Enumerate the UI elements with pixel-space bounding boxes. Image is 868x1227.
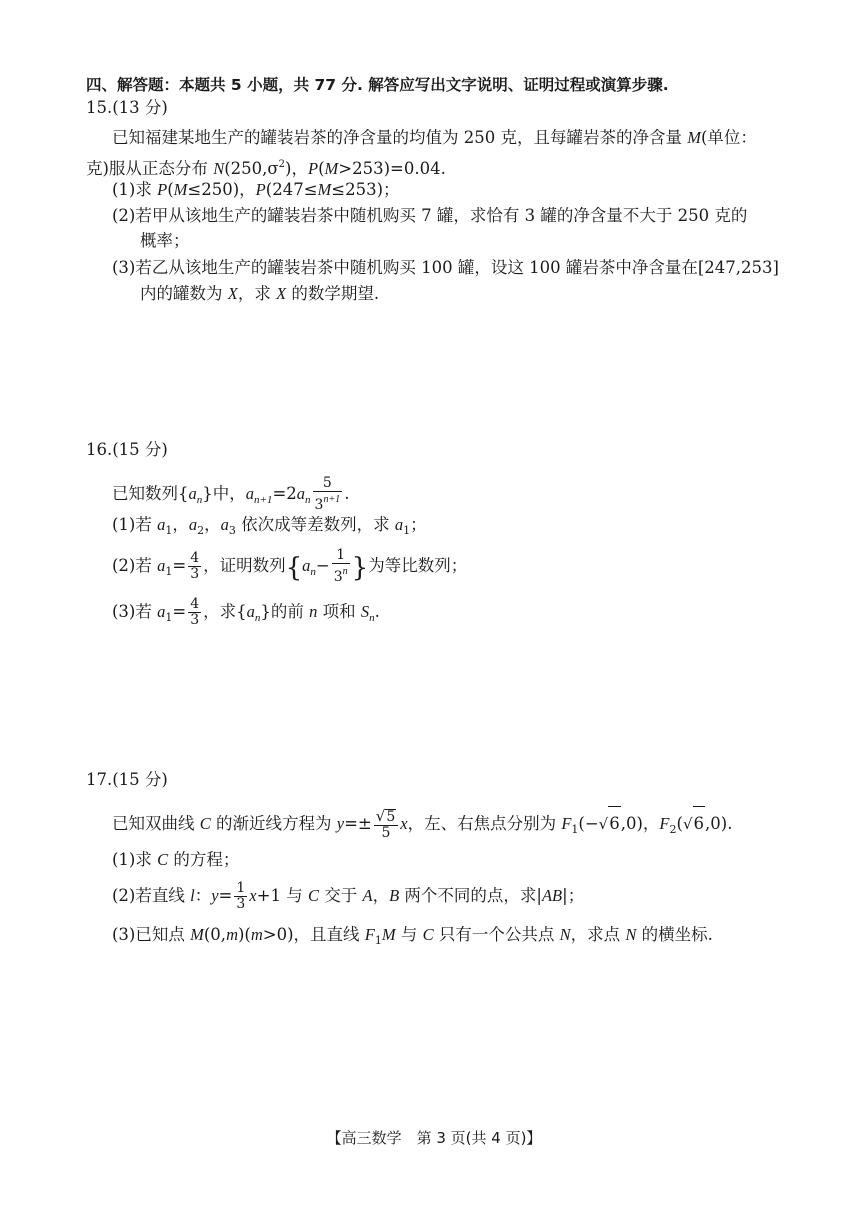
q16-intro: 已知数列$\{a_n\}$中，$a_{n+1}=2a_n$ $\frac{5}{3^{n+1}}$ . — [112, 475, 350, 513]
q16-part2: (2)若 $a_1=$ $\frac{4}{3}$ ，证明数列{$a_n-$ $\frac{1}{3^n}$ }为等比数列； — [112, 547, 468, 585]
q15-part3-line1: (3)若乙从该地生产的罐装岩茶中随机购买 100 罐，设这 100 罐岩茶中净含量在[247,253] — [112, 258, 779, 277]
q16-number: 16.(15 分) — [86, 440, 168, 459]
q17-part1: (1)求 C 的方程； — [112, 850, 240, 869]
section-title: 四、解答题：本题共 5 小题，共 77 分. 解答应写出文字说明、证明过程或演算步骤. — [86, 76, 669, 94]
q15-number: 15.(13 分) — [86, 98, 168, 117]
q15-part2-line1: (2)若甲从该地生产的罐装岩茶中随机购买 7 罐，求恰有 3 罐的净含量不大于 250 克的 — [112, 206, 748, 225]
q16-part1: (1)若 $a_1$，$a_2$，$a_3$ 依次成等差数列，求 $a_1$； — [112, 515, 427, 537]
q15-part3-line2: 内的罐数为 X，求 X 的数学期望. — [140, 284, 380, 303]
q15-part1: (1)求 P(M≤250)，P(247≤M≤253)； — [112, 180, 400, 199]
q16-part3: (3)若 $a_1=$ $\frac{4}{3}$ ，求$\{a_n\}$的前 n 项和 $S_n$. — [112, 596, 380, 628]
q17-part3: (3)已知点 M(0,m)(m>0)，且直线 $F_1M$ 与 C 只有一个公共点 N，求点 N 的横坐标. — [112, 925, 713, 947]
q17-number: 17.(15 分) — [86, 770, 168, 789]
q15-intro-line2: 克)服从正态分布 $N(250,\sigma^2)$，P(M>253)=0.04. — [86, 159, 446, 178]
q17-part2: (2)若直线 l：y= $\frac{1}{3}$ x+1 与 C 交于 A，B 两个不同的点，求|AB|； — [112, 880, 585, 912]
page-footer: 【高三数学 第 3 页(共 4 页)】 — [326, 1129, 542, 1147]
q17-intro: 已知双曲线 C 的渐近线方程为 y=± $\frac{√5}{5}$ x，左、右焦点分别为 $F_1(-√6,0)$，$F_2(√6,0)$. — [112, 806, 733, 841]
q15-part2-line2: 概率； — [140, 231, 190, 250]
q15-intro-line1: 已知福建某地生产的罐装岩茶的净含量的均值为 250 克，且每罐岩茶的净含量 M(单位： — [112, 128, 757, 147]
